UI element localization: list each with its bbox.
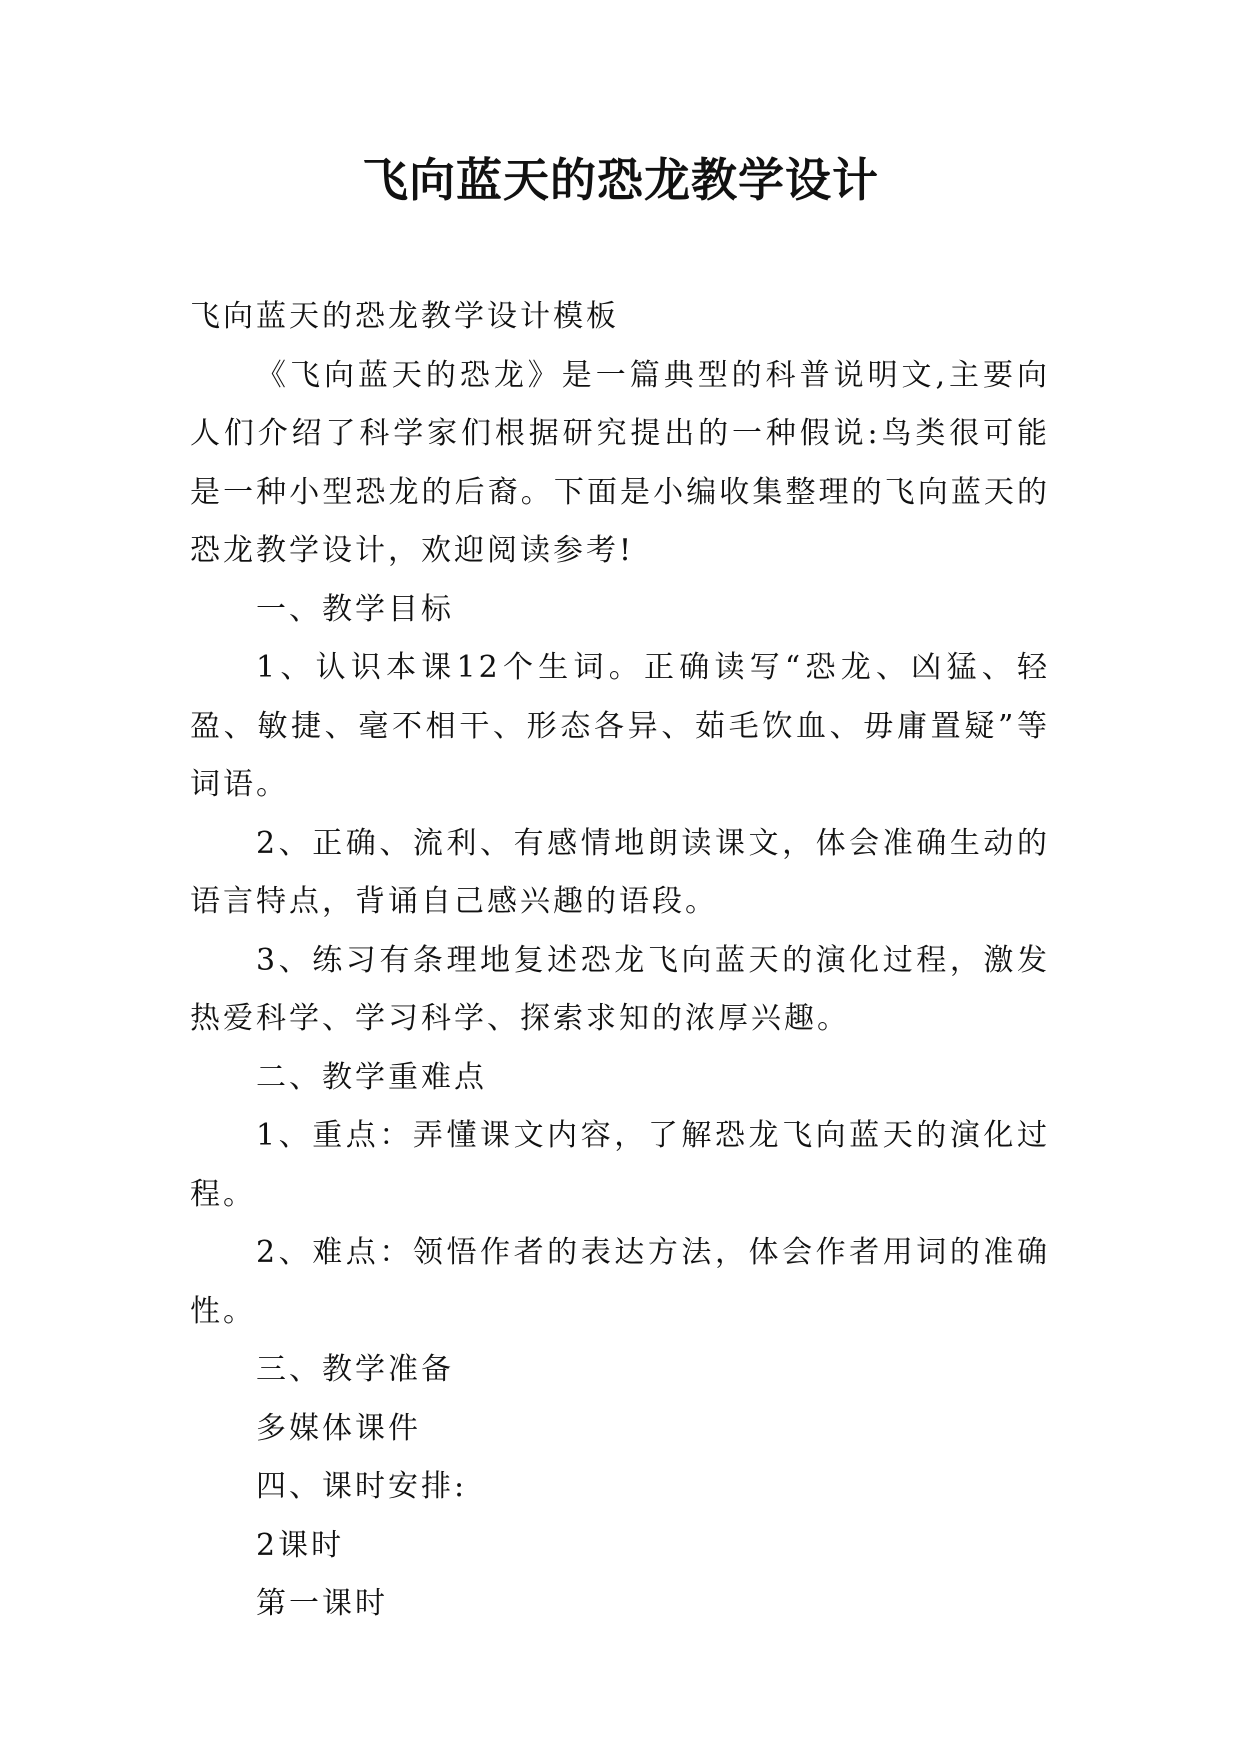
key-point-item-2: 2、难点：领悟作者的表达方法，体会作者用词的准确性。: [190, 1235, 1050, 1329]
section-heading-key-points: 二、教学重难点: [256, 1059, 487, 1095]
section-heading-schedule: 四、课时安排:: [256, 1469, 468, 1504]
document-title: 飞向蓝天的恐龙教学设计: [362, 153, 879, 207]
schedule-text: 2课时: [256, 1527, 345, 1563]
goal-item-2: 2、正确、流利、有感情地朗读课文，体会准确生动的语言特点，背诵自己感兴趣的语段。: [190, 825, 1050, 919]
section-heading-goals: 一、教学目标: [256, 591, 454, 627]
preparation-text: 多媒体课件: [256, 1410, 421, 1446]
subtitle-paragraph: 飞向蓝天的恐龙教学设计模板: [190, 299, 619, 334]
intro-paragraph: 《飞向蓝天的恐龙》是一篇典型的科普说明文,主要向人们介绍了科学家们根据研究提出的一种假说:鸟类很可能是一种小型恐龙的后裔。下面是小编收集整理的飞向蓝天的恐龙教学设计，欢迎阅读参考!: [190, 357, 1050, 568]
first-lesson-heading: 第一课时: [256, 1586, 388, 1621]
section-heading-preparation: 三、教学准备: [256, 1352, 454, 1387]
document-body: [190, 288, 1050, 1634]
goal-item-3: 3、练习有条理地复述恐龙飞向蓝天的演化过程，激发热爱科学、学习科学、探索求知的浓厚兴趣。: [190, 942, 1050, 1036]
goal-item-1: 1、认识本课12个生词。正确读写“恐龙、凶猛、轻盈、敏捷、毫不相干、形态各异、茹毛饮血、毋庸置疑”等词语。: [190, 650, 1050, 802]
key-point-item-1: 1、重点：弄懂课文内容，了解恐龙飞向蓝天的演化过程。: [190, 1118, 1050, 1212]
